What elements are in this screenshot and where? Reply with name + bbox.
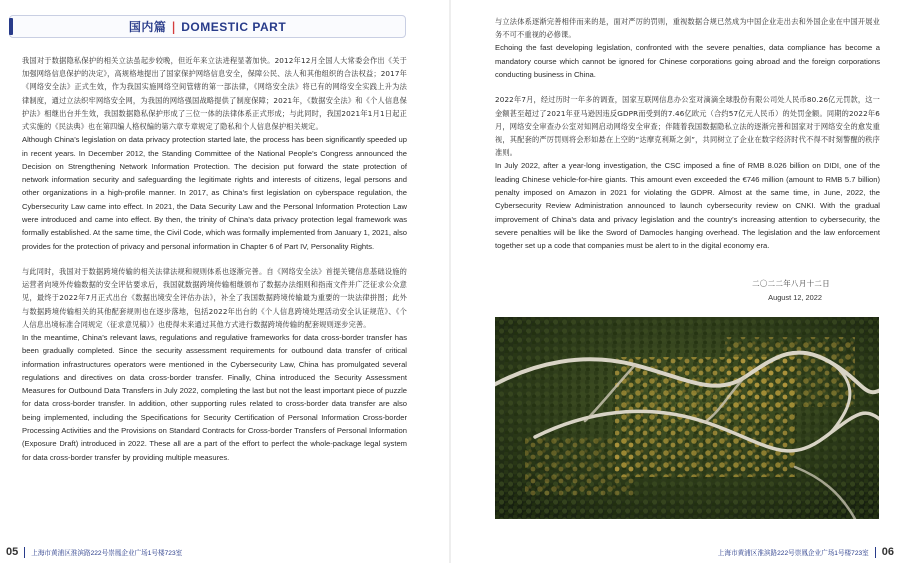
date-en: August 12, 2022 — [768, 293, 822, 302]
section-header — [9, 15, 406, 38]
right-page — [450, 0, 900, 543]
paragraph-compliance-zh: 与立法体系逐渐完善相伴而来的是，面对严厉的罚则，重视数据合规已然成为中国企业走出去和外国企业在中国开展业务不可不重视的必修课。 — [495, 17, 880, 40]
paragraph-compliance-en: Echoing the fast developing legislation, confronted with the severe penalties, data compliance has become a mandatory course which cannot be ignored for Chinese corporations going abroad and the foreign corporations conducting business in China. — [495, 43, 880, 79]
title-separator: | — [171, 20, 177, 34]
paragraph-legislation-zh: 我国对于数据隐私保护的相关立法虽起步较晚，但近年来立法进程显著加快。2012年12月全国人大常委会作出《关于加强网络信息保护的决定》，高规格地提出了国家保护网络信息安全，保障公民、法人和其他组织的合法权益；2017年《网络安全法》正式生效，作为我国实施网络空间管辖的第一部法律，《网络安全法》将已有的网络安全实践上升为法律制度，通过立法织牢网络安全网，为我国的网络强国战略提供了制度保障；2021年，《数据安全法》和《个人信息保护法》相继出台并生效，我国数据隐私保护形成了三位一体的法律体系正式形成；与此同时，我国2021年1月1日起正式实施的《民法典》也在第四编人格权编的第六章专章规定了隐私和个人信息保护相关规定。 — [22, 56, 407, 132]
page-number-left: 05 — [6, 546, 19, 558]
page-number-right: 06 — [881, 546, 894, 558]
right-column — [495, 15, 880, 252]
paragraph-legislation-en: Although China’s legislation on data privacy protection started late, the process has been significantly speeded up in recent years. In December 2012, the Standing Committee of the National People’s Congress announced the Decision on Strengthening Network Information Protection. The decision put forward the state protection of network information security and safeguarding the legitimate rights and interests of citizens, legal persons and other organizations in a high-profile manner. In 2017, as China’s first legislation on cyberspace regulation, the Cybersecurity Law came into effect. In 2021, the Data Security Law and the Personal Information Protection Law were introduced and came into effect. By then, the trinity of China’s data privacy protection legal framework was formally established. At the same time, the Civil Code, which was formally implemented from January 1, 2021, also provides for the protection of privacy and personal information in Chapter 6 of Part IV, Personality Rights. — [22, 135, 407, 251]
section-title-zh: 国内篇 — [128, 20, 167, 34]
paragraph-penalties-zh: 2022年7月，经过历时一年多的调查，国家互联网信息办公室对滴滴全球股份有限公司处人民币80.26亿元罚款，这一金额甚至超过了2021年亚马逊因违反GDPR而受到的7.46亿欧元（合约57亿元人民币）的处罚金额。同期的2022年6月，网络安全审查办公室对知网启动网络安全审查；伴随着我国数据隐私立法的逐渐完善和国家对于网络安全的愈发重视，其配套的严厉罚则将会形如悬在上空的“达摩克利斯之剑”，共同树立了企业在数字经济时代不得不时刻警醒的秩序准则。 — [495, 95, 880, 158]
forest-road-photo — [495, 317, 879, 519]
left-page — [0, 0, 450, 543]
paragraph-crossborder-en: In the meantime, China’s relevant laws, regulations and regulative frameworks for data cross-border transfer has been gradually completed. Since the security assessment requirements for outbound data transfer of critical information infrastructures operators were mentioned in the Cybersecurity Law, China has promulgated several regulations and directives on data cross-border transfer. Finally, China introduced the Security Assessment Measures for Outbound Data Transfers in July 2022, completing the last but not the least important piece of puzzle for data cross-border transfer. In addition, other supporting rules related to cross-border data transfer are also being implemented, including the Specifications for Security Certification of Personal Information Cross-border Processing Activities and the Provisions on Standard Contracts for Cross-border Transfers of Personal Information (Exposure Draft) introduced in 2022. These all are a part of the effort to perfect the whole-package legal system for data cross-border transfer by providing multiple measures. — [22, 332, 407, 462]
footer-address-left: 上海市黄浦区淮滨路222号崇鳳企业广场1号楼723室 — [31, 550, 183, 557]
footer-left — [6, 545, 182, 559]
footer-right — [718, 545, 894, 559]
left-column — [22, 54, 407, 464]
section-title — [10, 18, 405, 35]
footer-divider-right — [875, 547, 876, 558]
paragraph-crossborder-zh: 与此同时，我国对于数据跨境传输的相关法律法规和规则体系也逐渐完善。自《网络安全法》首提关键信息基础设施的运营者向境外传输数据的安全评估要求后，我国就数据跨境传输相继颁布了数据办法细则和指南文件并广泛征求公众意见，最终于2022年7月正式出台《数据出境安全评估办法》，补全了我国数据跨境传输最为重要的一块法律拼图；此外与数据跨境传输相关的其他配套规则也在逐步落地，包括2022年出台的《个人信息跨境处理活动安全认证规范》、《个人信息出境标准合同规定（征求意见稿）》也使得未来通过其他方式进行数据跨境传输的配套规则逐步完善。 — [22, 266, 407, 329]
date-zh: 二〇二二年八月十二日 — [752, 279, 830, 288]
paragraph-penalties-en: In July 2022, after a year-long investigation, the CSC imposed a fine of RMB 8.026 billion on DIDI, one of the leading Chinese vehicle-for-hire giants. This amount even exceeded the €746 million (amount to RMB 5.7 billion) penalty imposed on Amazon in 2021 for violating the GDPR. Almost at the same time, in June, 2022, the Cybersecurity Review Administration announced to launch cybersecurity review on CNKI. With the gradual improvement of China’s data and privacy legislation and the country’s increasing attention to cybersecurity, the severe penalties will be like the Sword of Damocles hanging overhead. The legislation and the law enforcement together set up a code that companies must be alert to in the digital economy era. — [495, 161, 880, 251]
footer-address-right: 上海市黄浦区淮滨路222号崇鳳企业广场1号楼723室 — [717, 550, 869, 557]
footer-divider-left — [24, 547, 25, 558]
section-title-en: DOMESTIC PART — [181, 20, 287, 34]
